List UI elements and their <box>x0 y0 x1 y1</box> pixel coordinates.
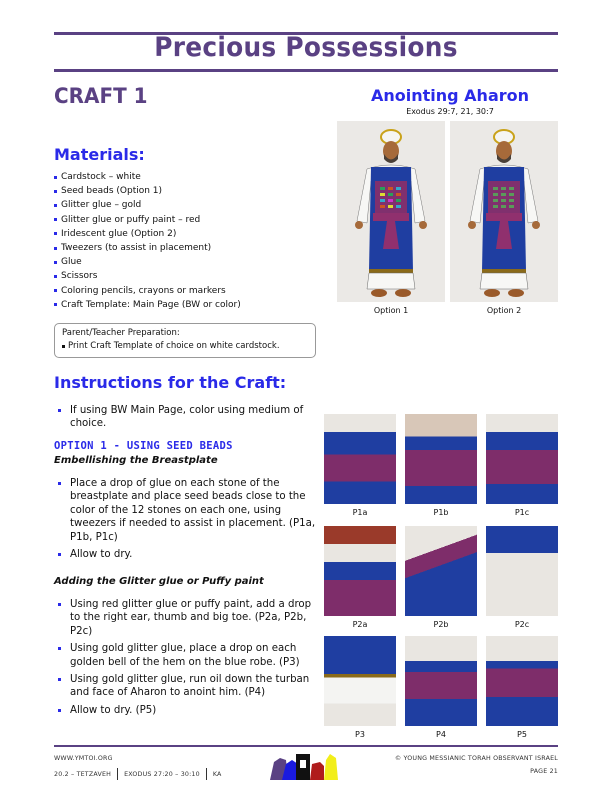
bullet-icon <box>54 176 57 179</box>
photo-p2c <box>486 526 558 616</box>
preparation-item: Print Craft Template of choice on white cardstock. <box>62 340 308 353</box>
craft-label: CRAFT 1 <box>54 84 148 108</box>
footer-parasha: 20.2 – TETZAVEH <box>54 771 112 778</box>
materials-item: Coloring pencils, crayons or markers <box>54 284 241 298</box>
page-number: PAGE 21 <box>530 768 558 775</box>
materials-item: Cardstock – white <box>54 170 241 184</box>
option-1-image <box>337 121 445 302</box>
bullet-icon <box>58 678 61 681</box>
ymtoi-logo-icon <box>268 750 346 782</box>
photo-p1b <box>405 414 477 504</box>
bullet-icon <box>54 289 57 292</box>
instructions-intro: If using BW Main Page, color using medium of choice. <box>54 404 316 431</box>
materials-item: Glue <box>54 255 241 269</box>
divider <box>206 768 207 780</box>
instruction-item: Place a drop of glue on each stone of the breastplate and place seed beads close to the color of the 12 stones on each one, using tweezers if needed to assist in placement. (P1a, P1b, P1c) <box>54 477 316 544</box>
bullet-icon <box>54 303 57 306</box>
instruction-item: Using gold glitter glue, place a drop on each golden bell of the hem on the blue robe. (P3) <box>54 642 316 669</box>
aharon-figure-icon <box>337 121 445 302</box>
photo-p2a <box>324 526 396 616</box>
photo-p2c-caption: P2c <box>514 620 530 629</box>
bullet-icon <box>58 603 61 606</box>
instruction-item: Using gold glitter glue, run oil down the turban and face of Aharon to anoint him. (P4) <box>54 673 316 700</box>
instructions-heading: Instructions for the Craft: <box>54 373 287 392</box>
footer-rule <box>54 745 558 747</box>
materials-item: Scissors <box>54 269 241 283</box>
photo-p2b-caption: P2b <box>433 620 449 629</box>
photo-p2b <box>405 526 477 616</box>
feature-title: Anointing Aharon <box>370 86 530 105</box>
photo-p1a <box>324 414 396 504</box>
header-bottom-rule <box>54 69 558 72</box>
bullet-icon <box>58 409 61 412</box>
instruction-item: Using red glitter glue or puffy paint, add a drop to the right ear, thumb and big toe. (P2a, P2b, P2c) <box>54 598 316 638</box>
option-1-heading: OPTION 1 - USING SEED BEADS <box>54 440 233 452</box>
materials-heading: Materials: <box>54 145 145 164</box>
bullet-icon <box>54 261 57 264</box>
bullet-icon <box>58 709 61 712</box>
materials-item: Glitter glue or puffy paint – red <box>54 213 241 227</box>
instruction-item: Allow to dry. <box>54 548 316 561</box>
bullet-icon <box>58 647 61 650</box>
photo-p1b-caption: P1b <box>433 508 449 517</box>
section-1-list <box>54 477 316 561</box>
photo-p1a-caption: P1a <box>352 508 368 517</box>
materials-list <box>54 170 241 312</box>
section-2-list <box>54 598 316 717</box>
page-title: Precious Possessions <box>154 32 458 63</box>
photo-p3 <box>324 636 396 726</box>
photo-p3-caption: P3 <box>355 730 365 739</box>
footer-scripture: EXODUS 27:20 – 30:10 <box>124 771 200 778</box>
bullet-icon <box>58 482 61 485</box>
footer-grade: KA <box>212 771 222 778</box>
footer-copyright: © YOUNG MESSIANIC TORAH OBSERVANT ISRAEL <box>394 755 558 762</box>
aharon-figure-icon <box>450 121 558 302</box>
bullet-icon <box>54 247 57 250</box>
photo-p5-caption: P5 <box>517 730 527 739</box>
preparation-heading: Parent/Teacher Preparation: <box>62 328 180 338</box>
footer-website[interactable]: WWW.YMTOI.ORG <box>54 755 113 762</box>
option-1-caption: Option 1 <box>373 306 409 315</box>
photo-p1c-caption: P1c <box>514 508 530 517</box>
bullet-icon <box>54 190 57 193</box>
section-1-heading: Embellishing the Breastplate <box>54 455 218 466</box>
materials-item: Seed beads (Option 1) <box>54 184 241 198</box>
option-2-caption: Option 2 <box>486 306 522 315</box>
photo-p4 <box>405 636 477 726</box>
materials-item: Craft Template: Main Page (BW or color) <box>54 298 241 312</box>
bullet-icon <box>54 204 57 207</box>
bullet-icon <box>54 275 57 278</box>
materials-item: Iridescent glue (Option 2) <box>54 227 241 241</box>
divider <box>117 768 118 780</box>
bullet-icon <box>58 553 61 556</box>
section-2-heading: Adding the Glitter glue or Puffy paint <box>54 576 264 587</box>
option-2-image <box>450 121 558 302</box>
preparation-box <box>54 323 316 358</box>
materials-item: Tweezers (to assist in placement) <box>54 241 241 255</box>
photo-p1c <box>486 414 558 504</box>
materials-item: Glitter glue – gold <box>54 198 241 212</box>
bullet-icon <box>62 345 65 348</box>
scripture-reference: Exodus 29:7, 21, 30:7 <box>406 107 494 116</box>
instruction-item: Allow to dry. (P5) <box>54 704 316 717</box>
photo-p5 <box>486 636 558 726</box>
photo-p2a-caption: P2a <box>352 620 368 629</box>
bullet-icon <box>54 218 57 221</box>
bullet-icon <box>54 232 57 235</box>
footer-citation <box>54 768 222 780</box>
photo-p4-caption: P4 <box>436 730 446 739</box>
